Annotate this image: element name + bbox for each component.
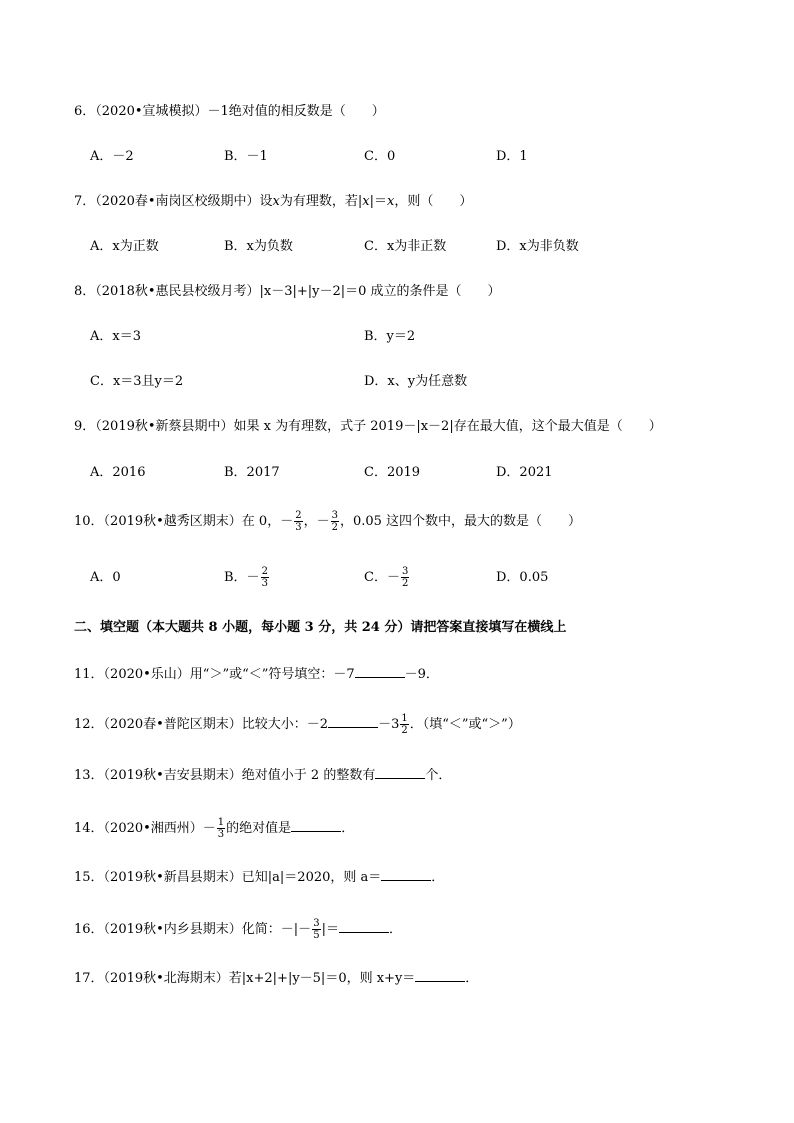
q10-option-c: [364, 566, 410, 589]
q8-option-b: B．y＝2: [364, 329, 416, 344]
q16-stem-part: 16．（2019秋•内乡县期末）化简：－|－: [74, 922, 312, 937]
q7-option-c: C．x为非正数: [364, 239, 447, 254]
q8-stem: 8．（2018秋•惠民县校级月考）|x－3|+|y－2|＝0 成立的条件是（ ）: [74, 284, 501, 299]
q6-option-a: A．－2: [90, 149, 134, 164]
q12-stem-part: 12．（2020春•普陀区期末）比较大小：－2: [74, 717, 329, 732]
q16-stem-part: ．: [388, 922, 402, 937]
fraction-denominator: 2: [401, 578, 409, 589]
q16-stem: [74, 918, 402, 941]
q7-var: x: [387, 194, 395, 209]
q9-option-a: A．2016: [90, 465, 146, 480]
q12-stem: [74, 713, 521, 736]
fraction-numerator: 3: [331, 510, 338, 521]
fraction-denominator: 2: [401, 725, 408, 736]
q7-var: x: [362, 194, 370, 209]
q7-stem-part: |＝: [369, 194, 387, 209]
answer-blank[interactable]: [291, 819, 341, 832]
q6-stem: 6．（2020•宣城模拟）－1绝对值的相反数是（ ）: [74, 104, 385, 119]
fraction: [261, 566, 269, 589]
q9-option-b: B．2017: [224, 465, 280, 480]
q10-option-a: A．0: [90, 570, 121, 585]
q7-stem-part: 7．（2020春•南岗区校级期中）设: [74, 194, 273, 209]
q10-stem-part: ，0.05 这四个数中，最大的数是（ ）: [339, 514, 582, 529]
q8-option-c: C．x＝3且y＝2: [90, 374, 184, 389]
q7-var: x: [272, 194, 280, 209]
fraction-denominator: 5: [313, 930, 320, 941]
q7-option-d: D．x为非负数: [496, 239, 579, 254]
q9-option-c: C．2019: [364, 465, 421, 480]
fraction-numerator: 1: [217, 817, 225, 828]
q10-stem-part: 10．（2019秋•越秀区期末）在 0，－: [74, 514, 294, 529]
q11-stem-part: －9．: [404, 667, 439, 682]
q15-stem-part: ．: [431, 870, 445, 885]
q14-stem: [74, 817, 354, 840]
q17-stem-part: 17．（2019秋•北海期末）若|x+2|+|y－5|＝0，则 x+y＝: [74, 971, 416, 986]
q10-option-b: [224, 566, 270, 589]
fraction: [401, 566, 409, 589]
fraction-numerator: 3: [313, 918, 320, 929]
q14-stem-part: 的绝对值是: [226, 821, 292, 836]
answer-blank[interactable]: [415, 969, 465, 982]
answer-blank[interactable]: [381, 868, 431, 881]
q13-stem: [74, 766, 451, 785]
fraction-numerator: 2: [295, 510, 302, 521]
q16-stem-part: |＝: [321, 922, 339, 937]
q11-stem-part: 11．（2020•乐山）用“＞”或“＜”符号填空：－7: [74, 667, 355, 682]
fraction-denominator: 3: [261, 578, 268, 589]
fraction: [217, 817, 225, 840]
q6-option-c: C．0: [364, 149, 396, 164]
fraction-numerator: 3: [401, 566, 409, 577]
q9-stem: 9．（2019秋•新蔡县期中）如果 x 为有理数，式子 2019－|x－2|存在最大值，这个最大值是（ ）: [74, 419, 662, 434]
fraction: [312, 918, 320, 941]
q10-stem: [74, 510, 581, 533]
fraction-denominator: 3: [217, 829, 225, 840]
q12-stem-part: ．（填“＜”或“＞”）: [409, 717, 521, 732]
q8-option-a: A．x＝3: [90, 329, 141, 344]
option-prefix: B．－: [224, 570, 260, 585]
q11-stem: [74, 665, 439, 684]
q14-stem-part: ．: [341, 821, 355, 836]
q13-stem-part: 个．: [425, 768, 452, 783]
answer-blank[interactable]: [328, 715, 378, 728]
answer-blank[interactable]: [375, 766, 425, 779]
q15-stem: [74, 868, 444, 887]
q13-stem-part: 13．（2019秋•吉安县期末）绝对值小于 2 的整数有: [74, 768, 376, 783]
q9-option-d: D．2021: [496, 465, 553, 480]
fraction-numerator: 2: [261, 566, 268, 577]
q17-stem-part: ．: [465, 971, 479, 986]
q10-stem-part: ，－: [303, 514, 330, 529]
q7-option-a: A．x为正数: [90, 239, 159, 254]
fraction-denominator: 3: [295, 522, 302, 533]
q10-option-d: D．0.05: [496, 570, 549, 585]
q6-option-d: D．1: [496, 149, 528, 164]
option-prefix: C．－: [364, 570, 400, 585]
fraction-denominator: 2: [331, 522, 338, 533]
q7-stem-part: 为有理数，若|: [279, 194, 363, 209]
answer-blank[interactable]: [339, 920, 389, 933]
section-heading: 二、填空题（本大题共 8 小题，每小题 3 分，共 24 分）请把答案直接填写在横线上: [74, 620, 567, 635]
q6-option-b: B．－1: [224, 149, 268, 164]
q12-stem-part: －3: [378, 717, 400, 732]
q7-stem-part: ，则（ ）: [394, 194, 473, 209]
q17-stem: [74, 969, 478, 988]
fraction-numerator: 1: [401, 713, 408, 724]
q7-stem: [74, 193, 472, 211]
q14-stem-part: 14．（2020•湘西州）－: [74, 821, 216, 836]
q8-option-d: D．x、y为任意数: [364, 374, 468, 389]
answer-blank[interactable]: [355, 665, 405, 678]
fraction: [294, 510, 302, 533]
q7-option-b: B．x为负数: [224, 239, 293, 254]
fraction: [400, 713, 408, 736]
q15-stem-part: 15．（2019秋•新昌县期末）已知|a|＝2020，则 a＝: [74, 870, 382, 885]
fraction: [331, 510, 339, 533]
